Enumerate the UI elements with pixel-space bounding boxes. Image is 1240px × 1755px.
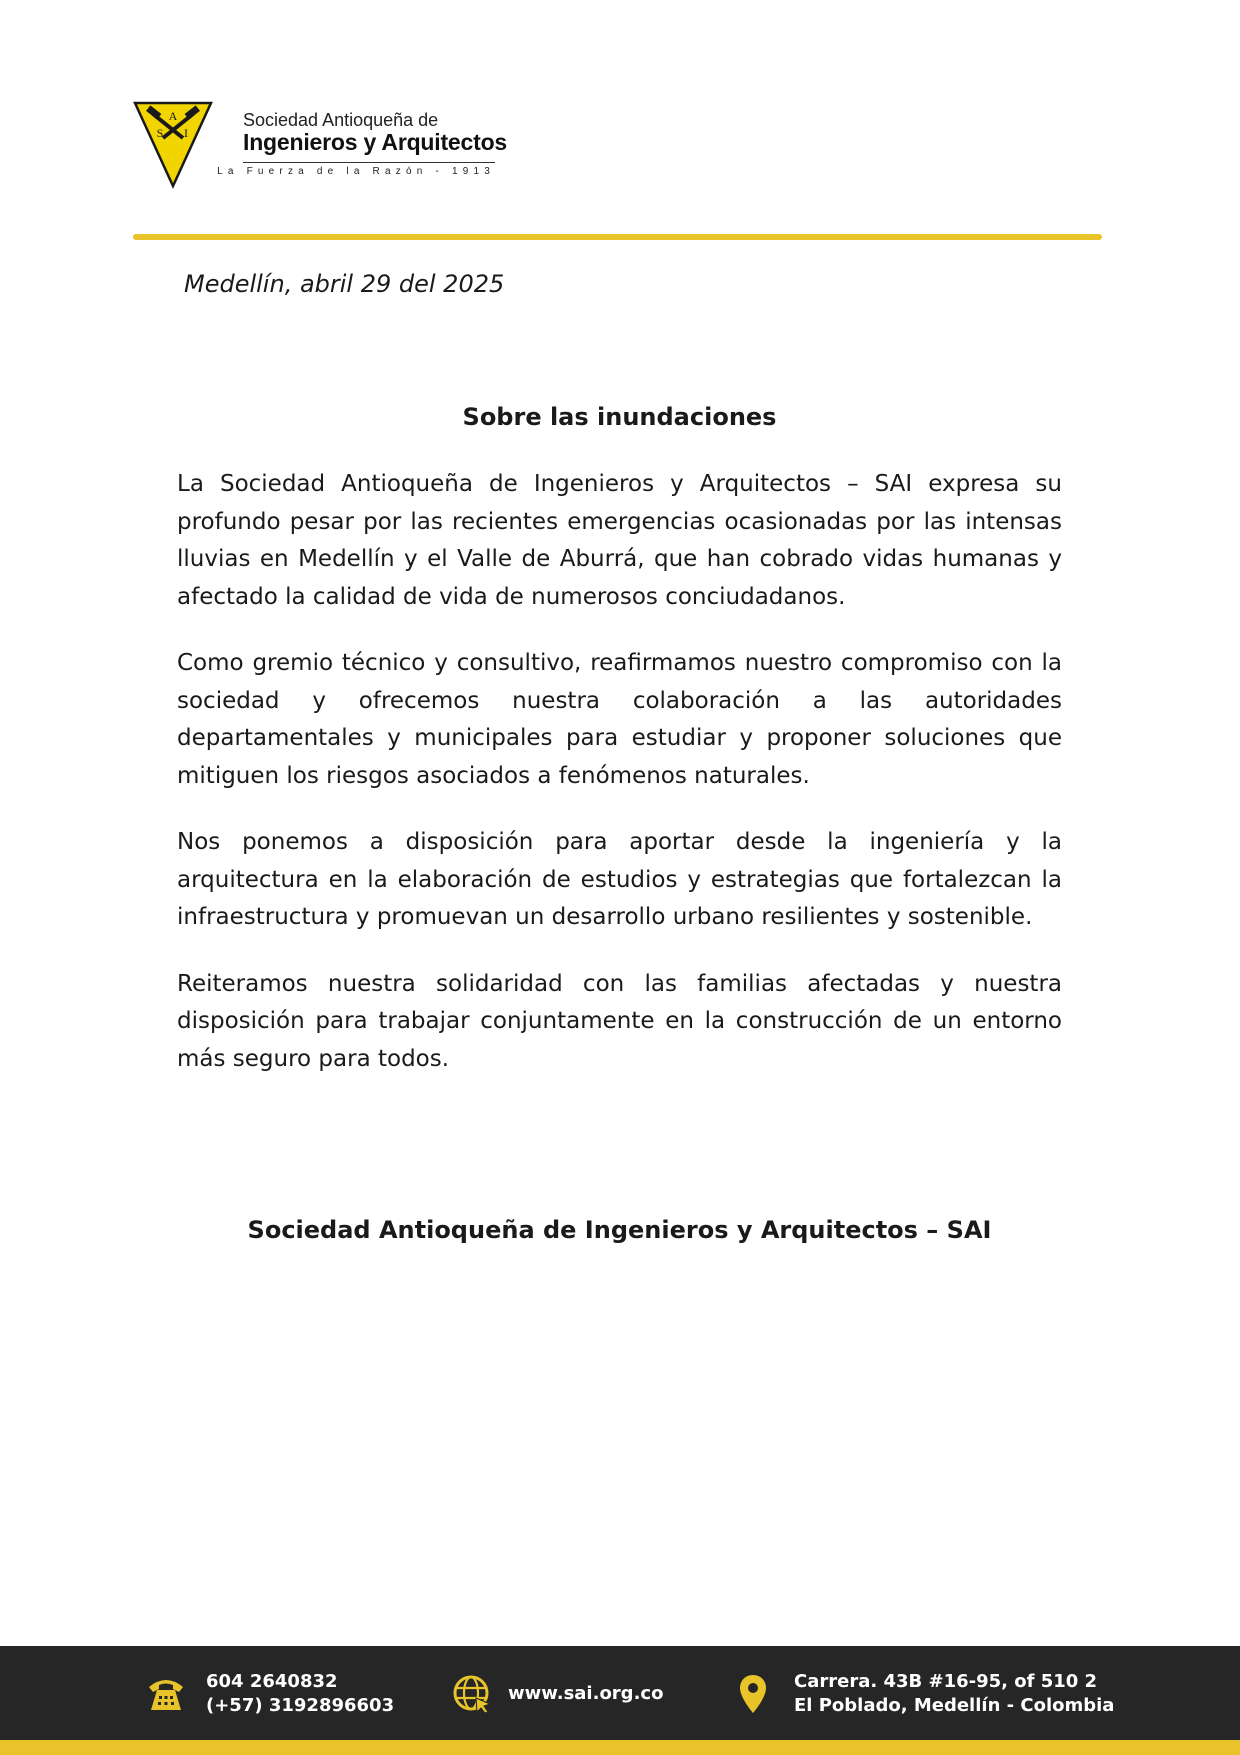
footer-website-link[interactable]: www.sai.org.co: [508, 1683, 664, 1704]
letter-date: Medellín, abril 29 del 2025: [184, 270, 505, 298]
location-pin-icon: [738, 1673, 768, 1715]
paragraph: Nos ponemos a disposición para aportar desde la ingeniería y la arquitectura en la elaboración de estudios y estrategias que fortalezcan la infraestructura y promuevan un desarrollo urbano resilientes y sostenible.: [177, 829, 1062, 930]
paragraph: Reiteramos nuestra solidaridad con las familias afectadas y nuestra disposición para trabajar conjuntamente en la construcción de un entorno más seguro para todos.: [177, 970, 1062, 1072]
phone-icon: [146, 1675, 186, 1713]
org-name-line1: Sociedad Antioqueña de: [243, 110, 439, 130]
globe-icon: [452, 1674, 492, 1714]
footer-address-line1: Carrera. 43B #16-95, of 510 2: [794, 1671, 1098, 1692]
footer-accent-strip: [0, 1740, 1240, 1755]
logo-divider: [243, 162, 495, 163]
org-logo: [133, 100, 508, 190]
footer-phone-1[interactable]: 604 2640832: [206, 1671, 338, 1692]
letter-body: [177, 466, 1062, 1107]
footer-address-line2: El Poblado, Medellín - Colombia: [794, 1695, 1115, 1716]
logo-letter-i: I: [184, 126, 188, 140]
paragraph: Como gremio técnico y consultivo, reafirmamos nuestro compromiso con la sociedad y ofrecemos nuestra colaboración a las autoridades departamentales y municipales para estudiar y proponer soluciones que mitiguen los riesgos asociados a fenómenos naturales.: [177, 650, 1062, 789]
footer-web: [452, 1670, 663, 1718]
org-tagline: La Fuerza de la Razón - 1913: [217, 166, 495, 177]
footer-phone-2[interactable]: (+57) 3192896603: [206, 1695, 395, 1716]
logo-letter-a: A: [168, 109, 178, 123]
footer-phone: [146, 1670, 394, 1718]
footer-bar: [0, 1646, 1240, 1740]
logo-letter-s: S: [156, 126, 164, 140]
sai-triangle-logo-icon: [133, 100, 213, 190]
paragraph: La Sociedad Antioqueña de Ingenieros y Arquitectos – SAI expresa su profundo pesar por las recientes emergencias ocasionadas por las intensas lluvias en Medellín y el Valle de Aburrá, que han cobrado vidas humanas y afectado la calidad de vida de numerosos conciudadanos.: [177, 471, 1062, 610]
footer-address: [738, 1670, 1114, 1718]
letter-signature: Sociedad Antioqueña de Ingenieros y Arquitectos – SAI: [247, 1216, 992, 1244]
letter-title: Sobre las inundaciones: [462, 403, 777, 431]
org-name-line2: Ingenieros y Arquitectos: [243, 129, 508, 155]
header-divider: [133, 234, 1102, 240]
